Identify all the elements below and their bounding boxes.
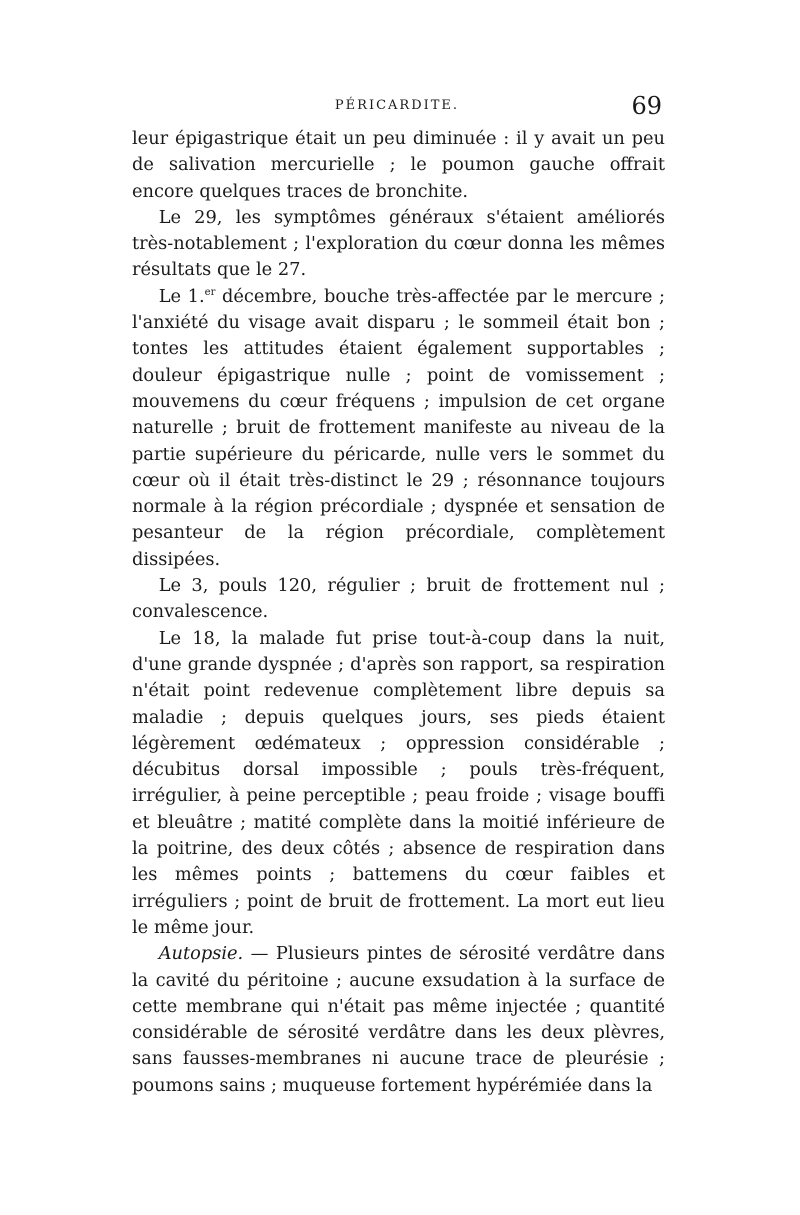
paragraph-text: Le 3, pouls 120, régulier ; bruit de frottement nul ; convalescence. — [132, 575, 665, 623]
running-head — [132, 92, 662, 124]
page-number: 69 — [631, 92, 662, 120]
paragraph-text: Le 18, la malade fut prise tout-à-coup dans la nuit, d'une grande dyspnée ; d'après son rapport, sa respiration n'était point redevenue complètement libre depuis sa maladie ; depuis quelques jours, ses pieds étaient légèrement œdémateux ; oppression considérable ; décubitus dorsal impossible ; pouls très-fréquent, irrégulier, à peine perceptible ; peau froide ; visage bouffi et bleuâtre ; matité complète dans la moitié inférieure de la poitrine, des deux côtés ; absence de respiration dans les mêmes points ; battemens du cœur faibles et irréguliers ; point de bruit de frottement. La mort eut lieu le même jour. — [132, 627, 665, 938]
paragraph-autopsie — [132, 941, 665, 1099]
autopsie-heading: Autopsie. — [158, 943, 244, 965]
paragraph-text: leur épigastrique était un peu diminuée : il y avait un peu de salivation mercurielle ; le poumon gauche offrait encore quelques traces de bronchite. — [132, 128, 665, 202]
paragraph-18 — [132, 626, 665, 942]
body-text — [132, 126, 665, 1099]
paragraph-3 — [132, 573, 665, 626]
paragraph-text: — Plusieurs pintes de sérosité verdâtre dans la cavité du péritoine ; aucune exsudation à la surface de cette membrane qui n'était pas même injectée ; quantité considérable de sérosité verdâtre dans les deux plèvres, sans fausses-membranes ni aucune trace de pleurésie ; poumons sains ; muqueuse fortement hypérémiée dans la — [132, 943, 665, 1096]
ordinal-superscript: er — [204, 286, 216, 298]
paragraph-text: décembre, bouche très-affectée par le mercure ; l'anxiété du visage avait disparu ; le sommeil était bon ; tontes les attitudes étaient également supportables ; douleur épigastrique nulle ; point de vomissement ; mouvemens du cœur fréquens ; impulsion de cet organe naturelle ; bruit de frottement manifeste au niveau de la partie supérieure du péricarde, nulle vers le sommet du cœur où il était très-distinct le 29 ; résonnance toujours normale à la région précordiale ; dyspnée et sensation de pesanteur de la région précordiale, complètement dissipées. — [132, 285, 665, 570]
paragraph-continuation — [132, 126, 665, 205]
paragraph-text: Le 29, les symptômes généraux s'étaient améliorés très-notablement ; l'exploration du cœur donna les mêmes résultats que le 27. — [132, 206, 665, 281]
paragraph-lead: Le 1. — [158, 285, 205, 307]
paragraph-1-december — [132, 284, 665, 573]
running-title: PÉRICARDITE. — [334, 98, 460, 113]
paragraph-29 — [132, 205, 665, 284]
